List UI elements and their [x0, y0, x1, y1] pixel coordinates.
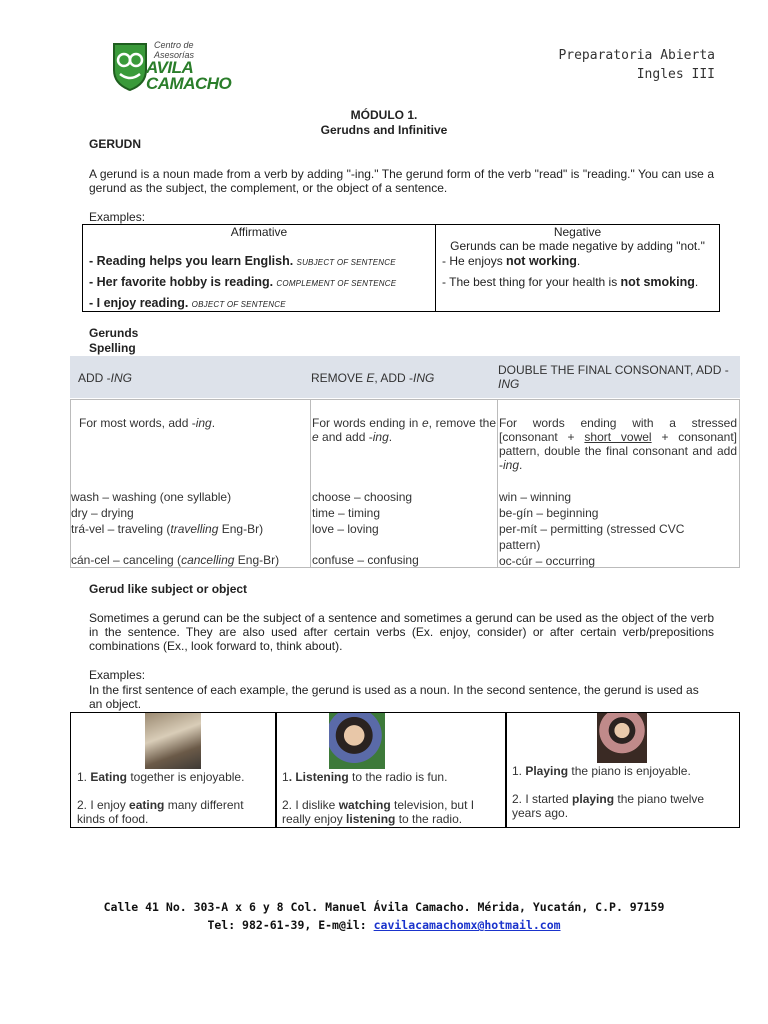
header-course: Ingles III — [636, 67, 715, 82]
negative-column — [436, 225, 719, 311]
header-school: Preparatoria Abierta — [558, 48, 715, 63]
eating-photo — [145, 713, 201, 769]
logo-name: AVILA CAMACHO — [146, 58, 232, 93]
example-row: - Her favorite hobby is reading. COMPLEMENT OF SENTENCE — [89, 275, 397, 289]
examples-remove-e: choose – choosing time – timing love – loving confuse – confusing — [312, 490, 419, 567]
email-link[interactable]: cavilacamachomx@hotmail.com — [373, 918, 561, 932]
example-row: - The best thing for your health is not smoking. — [442, 275, 699, 289]
spelling-table-header — [70, 356, 740, 398]
column-header-double-consonant: DOUBLE THE FINAL CONSONANT, ADD -ING — [498, 363, 729, 391]
piano-photo — [597, 713, 647, 763]
footer-address: Calle 41 No. 303-A x 6 y 8 Col. Manuel Ávila Camacho. Mérida, Yucatán, C.P. 97159 — [103, 900, 665, 914]
logo-shield-icon — [110, 40, 150, 92]
example-cell-listening: 1. Listening to the radio is fun. 2. I dislike watching television, but I really enjoy listening to the radio. — [282, 770, 475, 826]
example-row: - I enjoy reading. OBJECT OF SENTENCE — [89, 296, 286, 310]
affirmative-column — [83, 225, 436, 311]
example-cell-playing: 1. Playing the piano is enjoyable. 2. I started playing the piano twelve years ago. — [512, 764, 705, 820]
examples-intro: In the first sentence of each example, the gerund is used as a noun. In the second sentence, the gerund is used as an object. — [89, 683, 699, 711]
examples-label-2: Examples: — [89, 668, 146, 682]
gerund-intro: A gerund is a noun made from a verb by adding "-ing." The gerund form of the verb "read" is "reading." You can use a gerund as the subject, the complement, or the object of a sentence. — [89, 167, 714, 195]
example-cell-eating: 1. Eating together is enjoyable. 2. I enjoy eating many different kinds of food. — [77, 770, 245, 826]
spelling-table-body — [70, 399, 740, 568]
footer — [0, 898, 768, 934]
rule-add-ing: For most words, add -ing. — [79, 416, 216, 430]
section-heading-gerund: GERUDN — [89, 137, 142, 151]
affirmative-header: Affirmative — [230, 225, 288, 239]
rule-remove-e: For words ending in e, remove the e and add -ing. — [312, 416, 496, 444]
examples-add-ing: wash – washing (one syllable) dry – drying trá-vel – traveling (travelling Eng-Br) cán-cel – canceling (cancelling Eng-Br) — [71, 490, 280, 567]
examples-label: Examples: — [89, 210, 146, 224]
column-header-remove-e: REMOVE E, ADD -ING — [311, 371, 435, 385]
example-row: - He enjoys not working. — [442, 254, 581, 268]
examples-table — [82, 224, 720, 312]
header-info — [558, 46, 715, 84]
examples-photo-table — [70, 712, 740, 828]
examples-double-consonant: win – winning be-gín – beginning per-mít – permitting (stressed CVC pattern) oc-cúr – occurring — [499, 490, 685, 568]
logo — [108, 38, 232, 96]
section-heading-subject-object: Gerud like subject or object — [89, 582, 248, 596]
rule-double-consonant: For words ending with a stressed [consonant + short vowel + consonant] pattern, double the final consonant and add -ing. — [499, 416, 738, 472]
example-row: - Reading helps you learn English. SUBJECT OF SENTENCE — [89, 254, 396, 268]
logo-subtitle: Centro de Asesorías — [154, 40, 195, 60]
footer-contact: Tel: 982-61-39, E-m@il: cavilacamachomx@hotmail.com — [207, 918, 561, 932]
negative-header: Negative — [553, 225, 602, 239]
column-header-add-ing: ADD -ING — [78, 371, 133, 385]
negative-subheader: Gerunds can be made negative by adding "not." — [450, 239, 705, 253]
page-title: MÓDULO 1. Gerudns and Infinitive — [320, 108, 448, 137]
subject-object-paragraph: Sometimes a gerund can be the subject of a sentence and sometimes a gerund can be used as the object of the verb in the sentence. They are also used after certain verbs (Ex. enjoy, consider) or after certain verb/prepositions combinations (Ex., look forward to, think about). — [89, 611, 714, 653]
section-heading-spelling: Gerunds Spelling — [89, 326, 139, 355]
listening-photo — [329, 713, 385, 769]
